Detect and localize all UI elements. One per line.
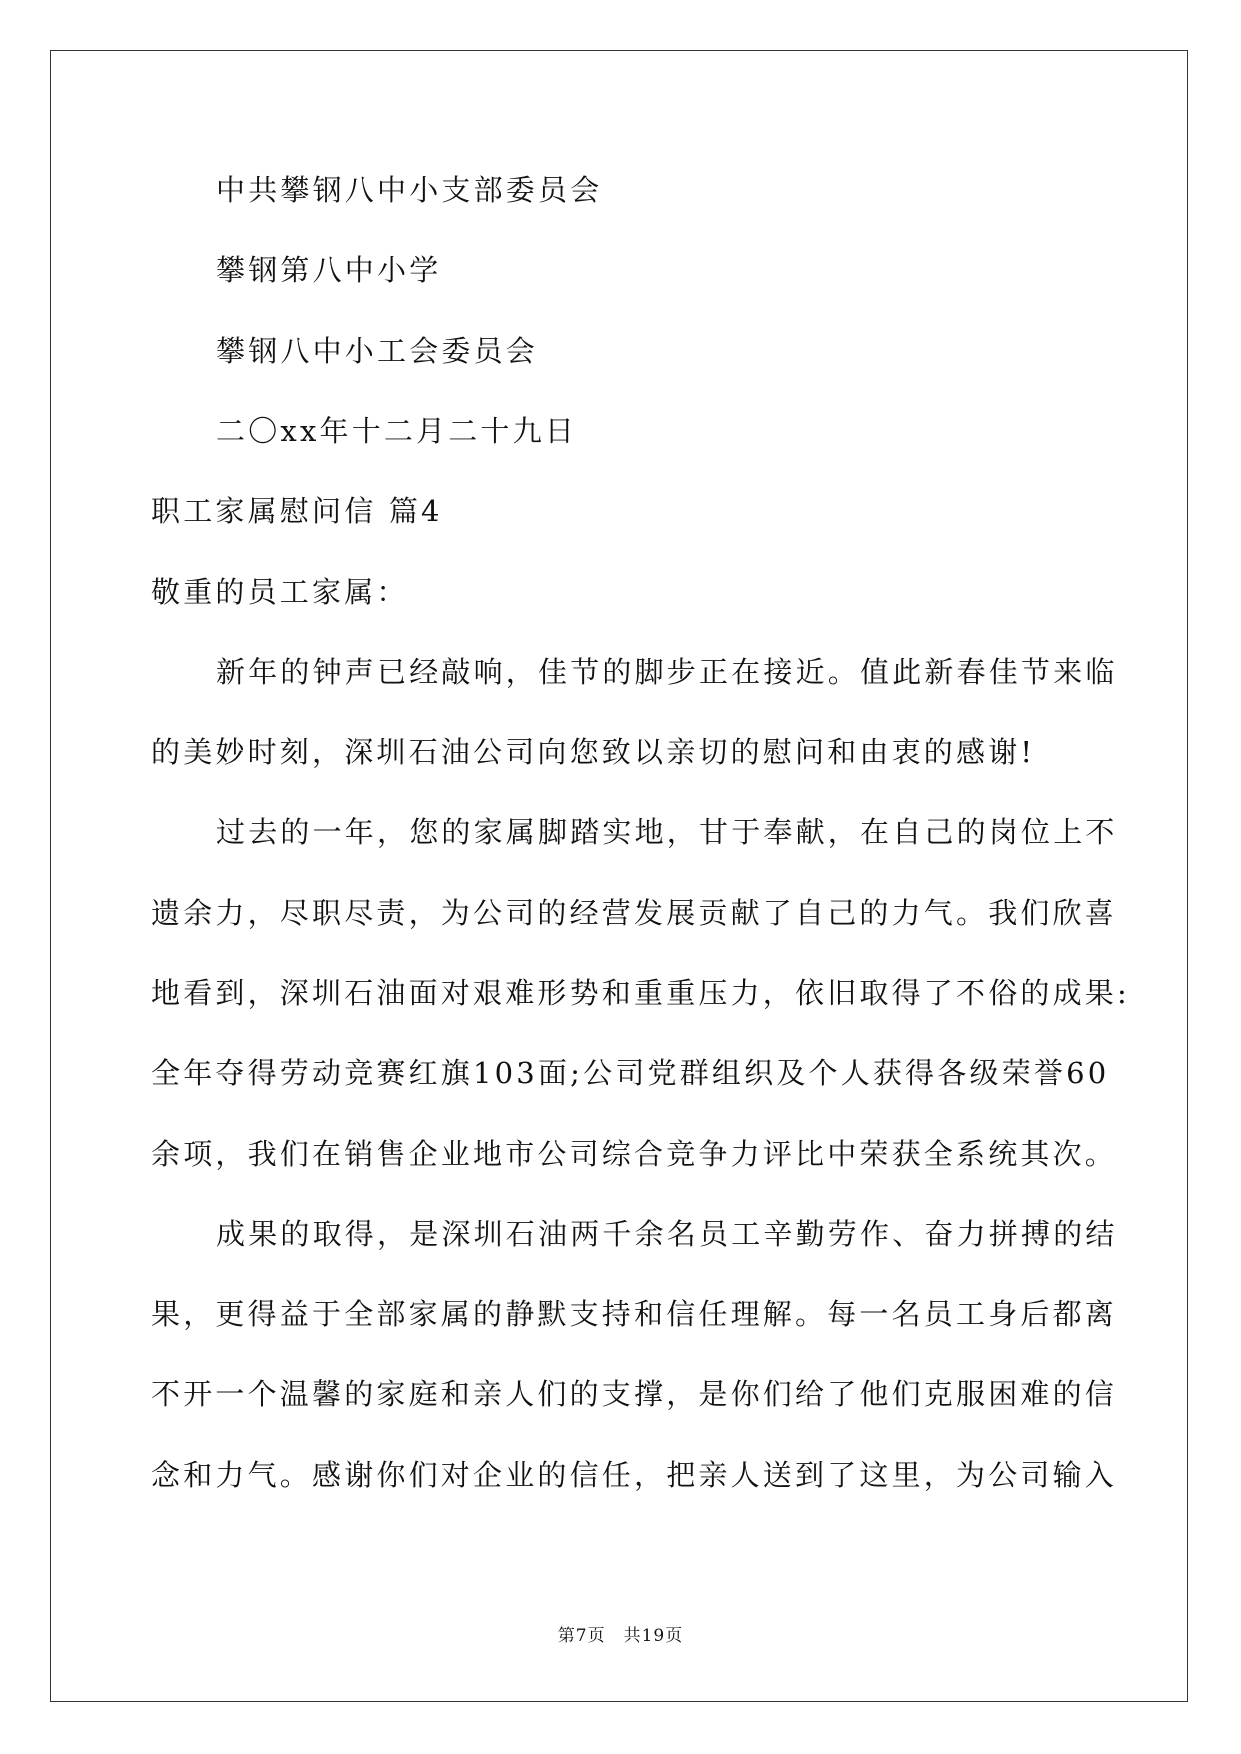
body-line: 的美妙时刻，深圳石油公司向您致以亲切的慰问和由衷的感谢! <box>151 735 1036 769</box>
body-line: 念和力气。感谢你们对企业的信任，把亲人送到了这里，为公司输入 <box>151 1458 1118 1492</box>
signature-date: 二〇xx年十二月二十九日 <box>216 414 578 448</box>
body-line: 地看到，深圳石油面对艰难形势和重重压力，依旧取得了不俗的成果: <box>151 976 1130 1010</box>
page-border <box>50 50 1188 1702</box>
body-line: 新年的钟声已经敲响，佳节的脚步正在接近。值此新春佳节来临 <box>216 655 1118 689</box>
body-line: 余项，我们在销售企业地市公司综合竞争力评比中荣获全系统其次。 <box>151 1137 1118 1171</box>
body-line: 遗余力，尽职尽责，为公司的经营发展贡献了自己的力气。我们欣喜 <box>151 896 1118 930</box>
salutation: 敬重的员工家属： <box>151 575 409 609</box>
body-line: 全年夺得劳动竞赛红旗103面;公司党群组织及个人获得各级荣誉60 <box>151 1056 1110 1090</box>
page-footer <box>0 1621 1241 1646</box>
signature-school: 攀钢第八中小学 <box>216 253 442 287</box>
body-line: 不开一个温馨的家庭和亲人们的支撑，是你们给了他们克服困难的信 <box>151 1377 1118 1411</box>
page-total: 共19页 <box>623 1626 684 1646</box>
signature-union: 攀钢八中小工会委员会 <box>216 334 539 368</box>
body-line: 果，更得益于全部家属的静默支持和信任理解。每一名员工身后都离 <box>151 1297 1118 1331</box>
signature-party-committee: 中共攀钢八中小支部委员会 <box>216 173 603 207</box>
section-title: 职工家属慰问信 篇4 <box>151 494 443 528</box>
body-line: 成果的取得，是深圳石油两千余名员工辛勤劳作、奋力拼搏的结 <box>216 1217 1118 1251</box>
page-number: 第7页 <box>557 1626 606 1646</box>
body-line: 过去的一年，您的家属脚踏实地，甘于奉献，在自己的岗位上不 <box>216 815 1118 849</box>
